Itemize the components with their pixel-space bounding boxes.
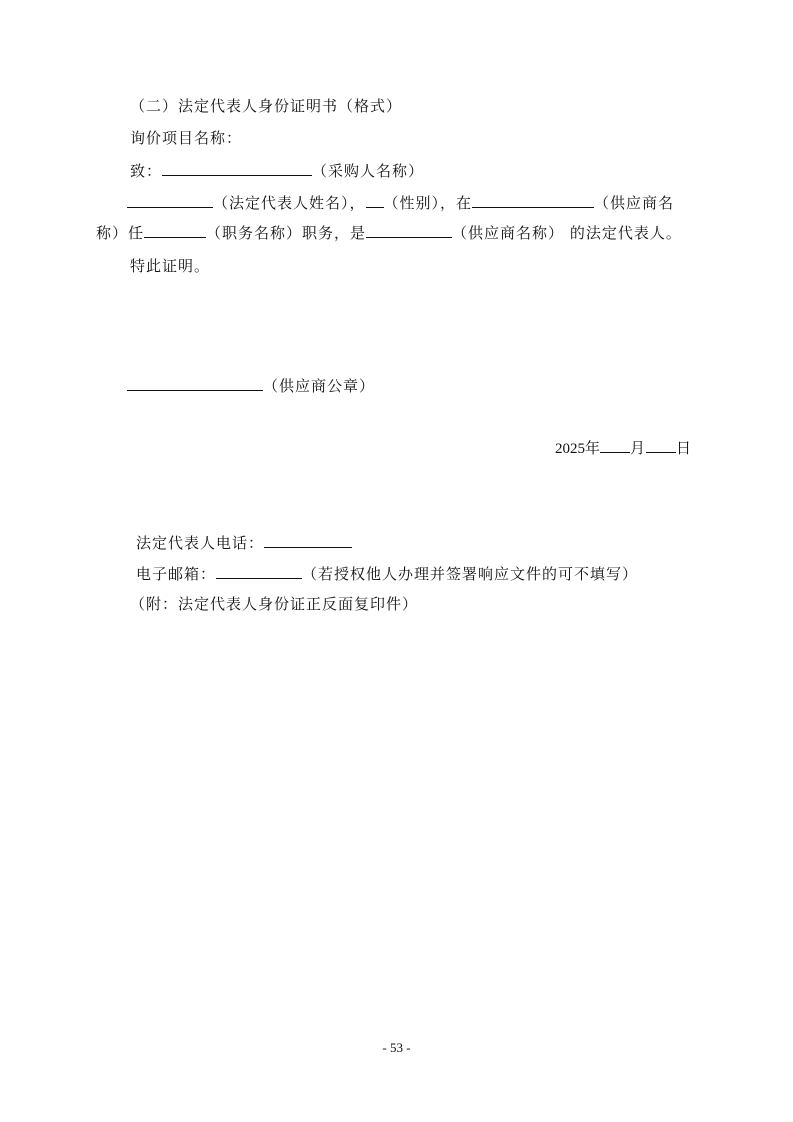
purchaser-blank[interactable] [162, 160, 312, 176]
representative-line-1: （法定代表人姓名）， （性别），在 （供应商名 [127, 192, 674, 213]
phone-line: 法定代表人电话： [136, 532, 352, 553]
email-line: 电子邮箱： （若授权他人办理并签署响应文件的可不填写） [136, 565, 639, 583]
seal-blank[interactable] [127, 375, 263, 391]
page-number: - 53 - [382, 1040, 411, 1055]
certify-line: 特此证明。 [130, 257, 211, 275]
recipient-line: 致： （采购人名称） [130, 162, 425, 180]
attachment-note: （附：法定代表人身份证正反面复印件） [130, 595, 419, 613]
supplier-name-blank[interactable] [472, 192, 594, 208]
phone-blank[interactable] [264, 532, 352, 548]
project-name-line: 询价项目名称： [130, 129, 243, 147]
date-line: 2025年 月 日 [555, 439, 693, 457]
position-blank[interactable] [144, 222, 206, 238]
day-blank[interactable] [646, 437, 676, 453]
supplier-name-blank-2[interactable] [366, 222, 452, 238]
seal-line: （供应商公章） [127, 375, 375, 396]
gender-blank[interactable] [366, 192, 384, 208]
representative-line-2: 称）任 （职务名称）职务，是 （供应商名称） 的法定代表人。 [96, 224, 682, 242]
email-blank[interactable] [216, 563, 302, 579]
document-heading: （二）法定代表人身份证明书（格式） [130, 97, 403, 115]
representative-name-blank[interactable] [127, 192, 213, 208]
month-blank[interactable] [600, 437, 630, 453]
